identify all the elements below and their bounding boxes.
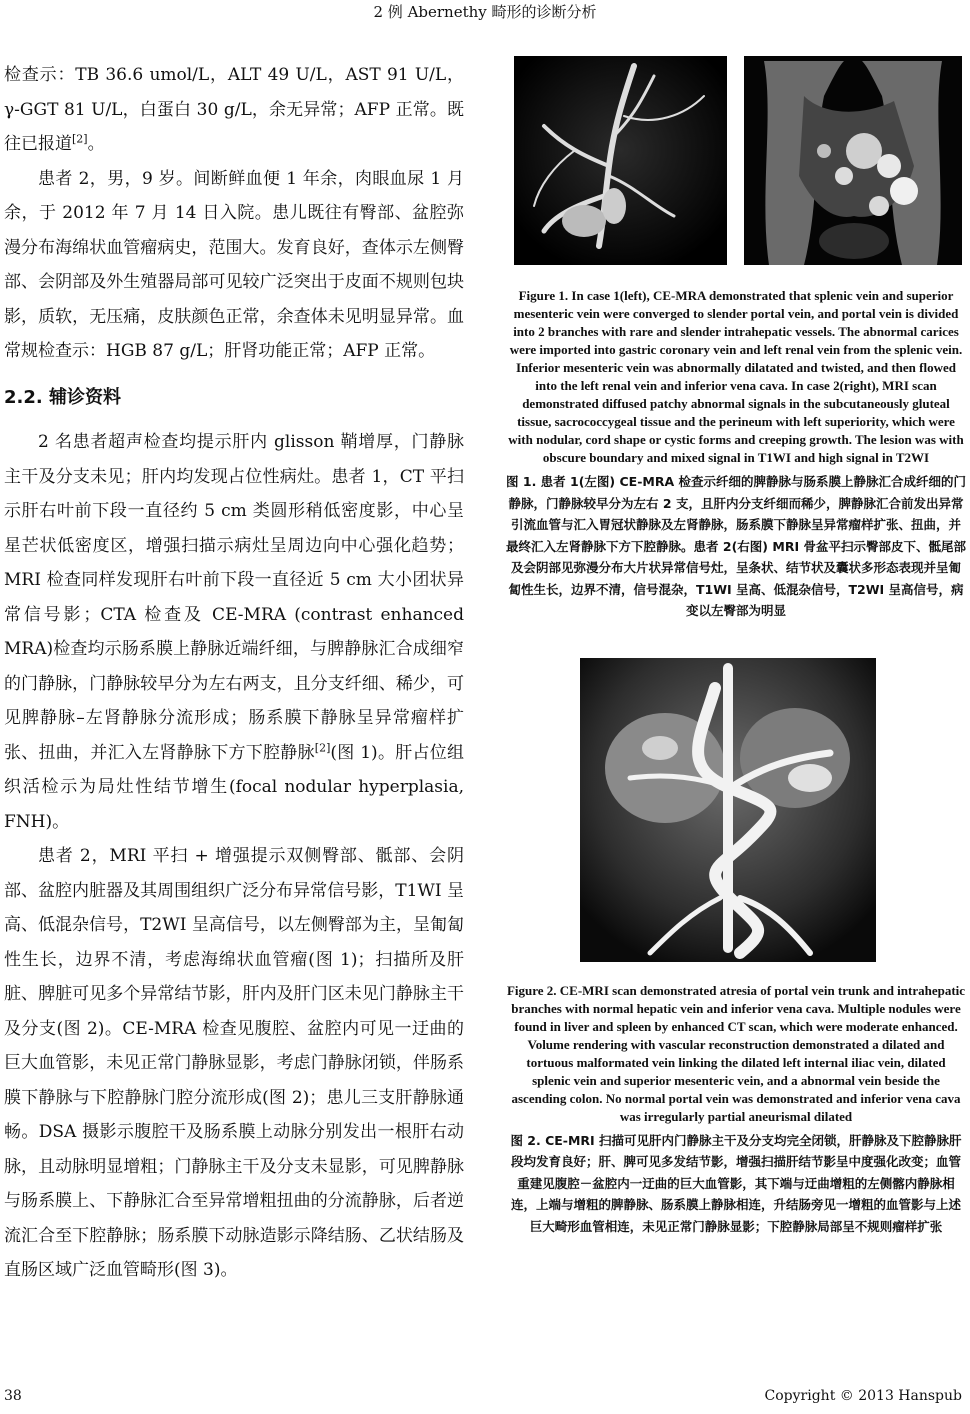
ce-mri-volume-rendering-image (580, 658, 876, 962)
paragraph-imaging: 2 名患者超声检查均提示肝内 glisson 鞘增厚，门静脉主干及分支未见；肝内均发现占位性病灶。患者 1，CT 平扫示肝右叶前下段一直径约 5 cm 类圆形稍低密度影，中心呈星芒状低密度区，增强扫描示病灶呈周边向中心强化趋势；MRI 检查同样发现肝右叶前下段一直径近 5 cm 大小团状异常信号影；CTA 检查及 CE-MRA (contrast enhanced MRA)检查均示肠系膜上静脉近端纤细，与脾静脉汇合成细窄的门静脉，门静脉较早分为左右两支，且分支纤细、稀少，可见脾静脉–左肾静脉分流形成；肠系膜下静脉呈异常瘤样扩张、扭曲，并汇入左肾静脉下方下腔静脉[2](图 1)。肝占位组织活检示为局灶性结节增生(focal nodular hyperplasia, FNH)。 (4, 432, 465, 832)
body-text-column (4, 58, 464, 1288)
section-heading: 2.2. 辅诊资料 (4, 386, 121, 408)
figure-1-caption-zh: 图 1. 患者 1(左图) CE-MRA 检查示纤细的脾静脉与肠系膜上静脉汇合成纤细的门静脉，门静脉较早分为左右 2 支，且肝内分支纤细而稀少，脾静脉汇合前发出异常引流血管与汇入胃冠状静脉及左肾静脉，肠系膜下静脉呈异常瘤样扩张、扭曲，并最终汇入左肾静脉下方下腔静脉。患者 2(右图) MRI 骨盆平扫示臀部皮下、骶尾部及会阴部见弥漫分布大片状异常信号灶，呈条状、结节状及囊状多形态表现并呈匍匐性生长，边界不清，信号混杂，T1WI 呈高、低混杂信号，T2WI 呈高信号，病变以左臀部为明显 (506, 474, 966, 618)
paragraph-lab-results: 检查示：TB 36.6 umol/L，ALT 49 U/L，AST 91 U/L，γ-GGT 81 U/L，白蛋白 30 g/L，余无异常；AFP 正常。既往已报道[2]。 (4, 65, 464, 154)
page-number: 38 (4, 1388, 22, 1404)
citation-ref: [2] (72, 132, 88, 146)
ce-mra-image (514, 56, 727, 265)
figure-column (506, 52, 966, 1237)
running-header: 2 例 Abernethy 畸形的诊断分析 (373, 3, 597, 21)
citation-ref: [2] (314, 740, 331, 754)
paragraph-patient-2: 患者 2，男，9 岁。间断鲜血便 1 年余，肉眼血尿 1 月余，于 2012 年 7 月 14 日入院。患儿既往有臀部、盆腔弥漫分布海绵状血管瘤病史，范围大。发育良好，查体示左侧臀部、会阴部及外生殖器局部可见较广泛突出于皮面不规则包块影，质软，无压痛，皮肤颜色正常，余查体未见明显异常。血常规检查示：HGB 87 g/L；肝肾功能正常；AFP 正常。 (4, 168, 464, 361)
pelvic-mri-image (744, 56, 962, 265)
paragraph-patient-2-imaging: 患者 2，MRI 平扫 + 增强提示双侧臀部、骶部、会阴部、盆腔内脏器及其周围组织广泛分布异常信号影，T1WI 呈高、低混杂信号，T2WI 呈高信号，以左侧臀部为主，呈匍匐性生长，边界不清，考虑海绵状血管瘤(图 1)；扫描所及肝脏、脾脏可见多个异常结节影，肝内及肝门区未见门静脉主干及分支(图 2)。CE-MRA 检查见腹腔、盆腔内可见一迂曲的巨大血管影，未见正常门静脉显影，考虑门静脉闭锁，伴肠系膜下静脉与下腔静脉门腔分流形成(图 2)；患儿三支肝静脉通畅。DSA 摄影示腹腔干及肠系膜上动脉分别发出一根肝右动脉，且动脉明显增粗；门静脉主干及分支未显影，可见脾静脉与肠系膜上、下静脉汇合至异常增粗扭曲的分流静脉，后者逆流汇合至下腔静脉；肠系膜下动脉造影示降结肠、乙状结肠及直肠区域广泛血管畸形(图 3)。 (4, 846, 464, 1280)
figure-1-caption-en: Figure 1. In case 1(left), CE-MRA demonstrated that splenic vein and superior mesenteric vein were converged to slender portal vein, and portal vein is divided into 2 branches with rare and slender intrahepatic vessels. The abnormal carices were imported into gastric coronary vein and left renal vein from the splenic vein. Inferior mesenteric vein was abnormally dilatated and twisted, and then flowed into the left renal vein and inferior vena cava. In case 2(right), MRI scan demonstrated diffused patchy abnormal signals in the subcutaneously gluteal tissue, sacrococcygeal tissue and the perineum with left superiority, which were with nodular, cord shape or cystic forms and creeping growth. The lesion was with obscure boundary and mixed signal in T1WI and high signal in T2WI (508, 288, 964, 465)
figure-2-caption-zh: 图 2. CE-MRI 扫描可见肝内门静脉主干及分支均完全闭锁，肝静脉及下腔静脉肝段均发育良好；肝、脾可见多发结节影，增强扫描肝结节影呈中度强化改变；血管重建见腹腔－盆腔内一迂曲的巨大血管影，其下端与迂曲增粗的左侧髂内静脉相连，上端与增粗的脾静脉、肠系膜上静脉相连，升结肠旁见一增粗的血管影与上述巨大畸形血管相连，未见正常门静脉显影；下腔静脉局部呈不规则瘤样扩张 (510, 1132, 962, 1234)
figure-1-images (506, 52, 966, 279)
copyright: Copyright © 2013 Hanspub (764, 1388, 962, 1404)
figure-2-caption-en: Figure 2. CE-MRI scan demonstrated atresia of portal vein trunk and intrahepatic branches with normal hepatic vein and inferior vena cava. Multiple nodules were found in liver and spleen by enhanced CT scan, which were moderate enhanced. Volume rendering with vascular reconstruction demonstrated a dilated and tortuous malformated vein linking the dilated left internal iliac vein, dilated splenic vein and superior mesenteric vein, and a abnormal vein beside the ascending colon. No normal portal vein was demonstrated and inferior vena cava was irregularly partial aneurismal dilated (506, 982, 966, 1124)
